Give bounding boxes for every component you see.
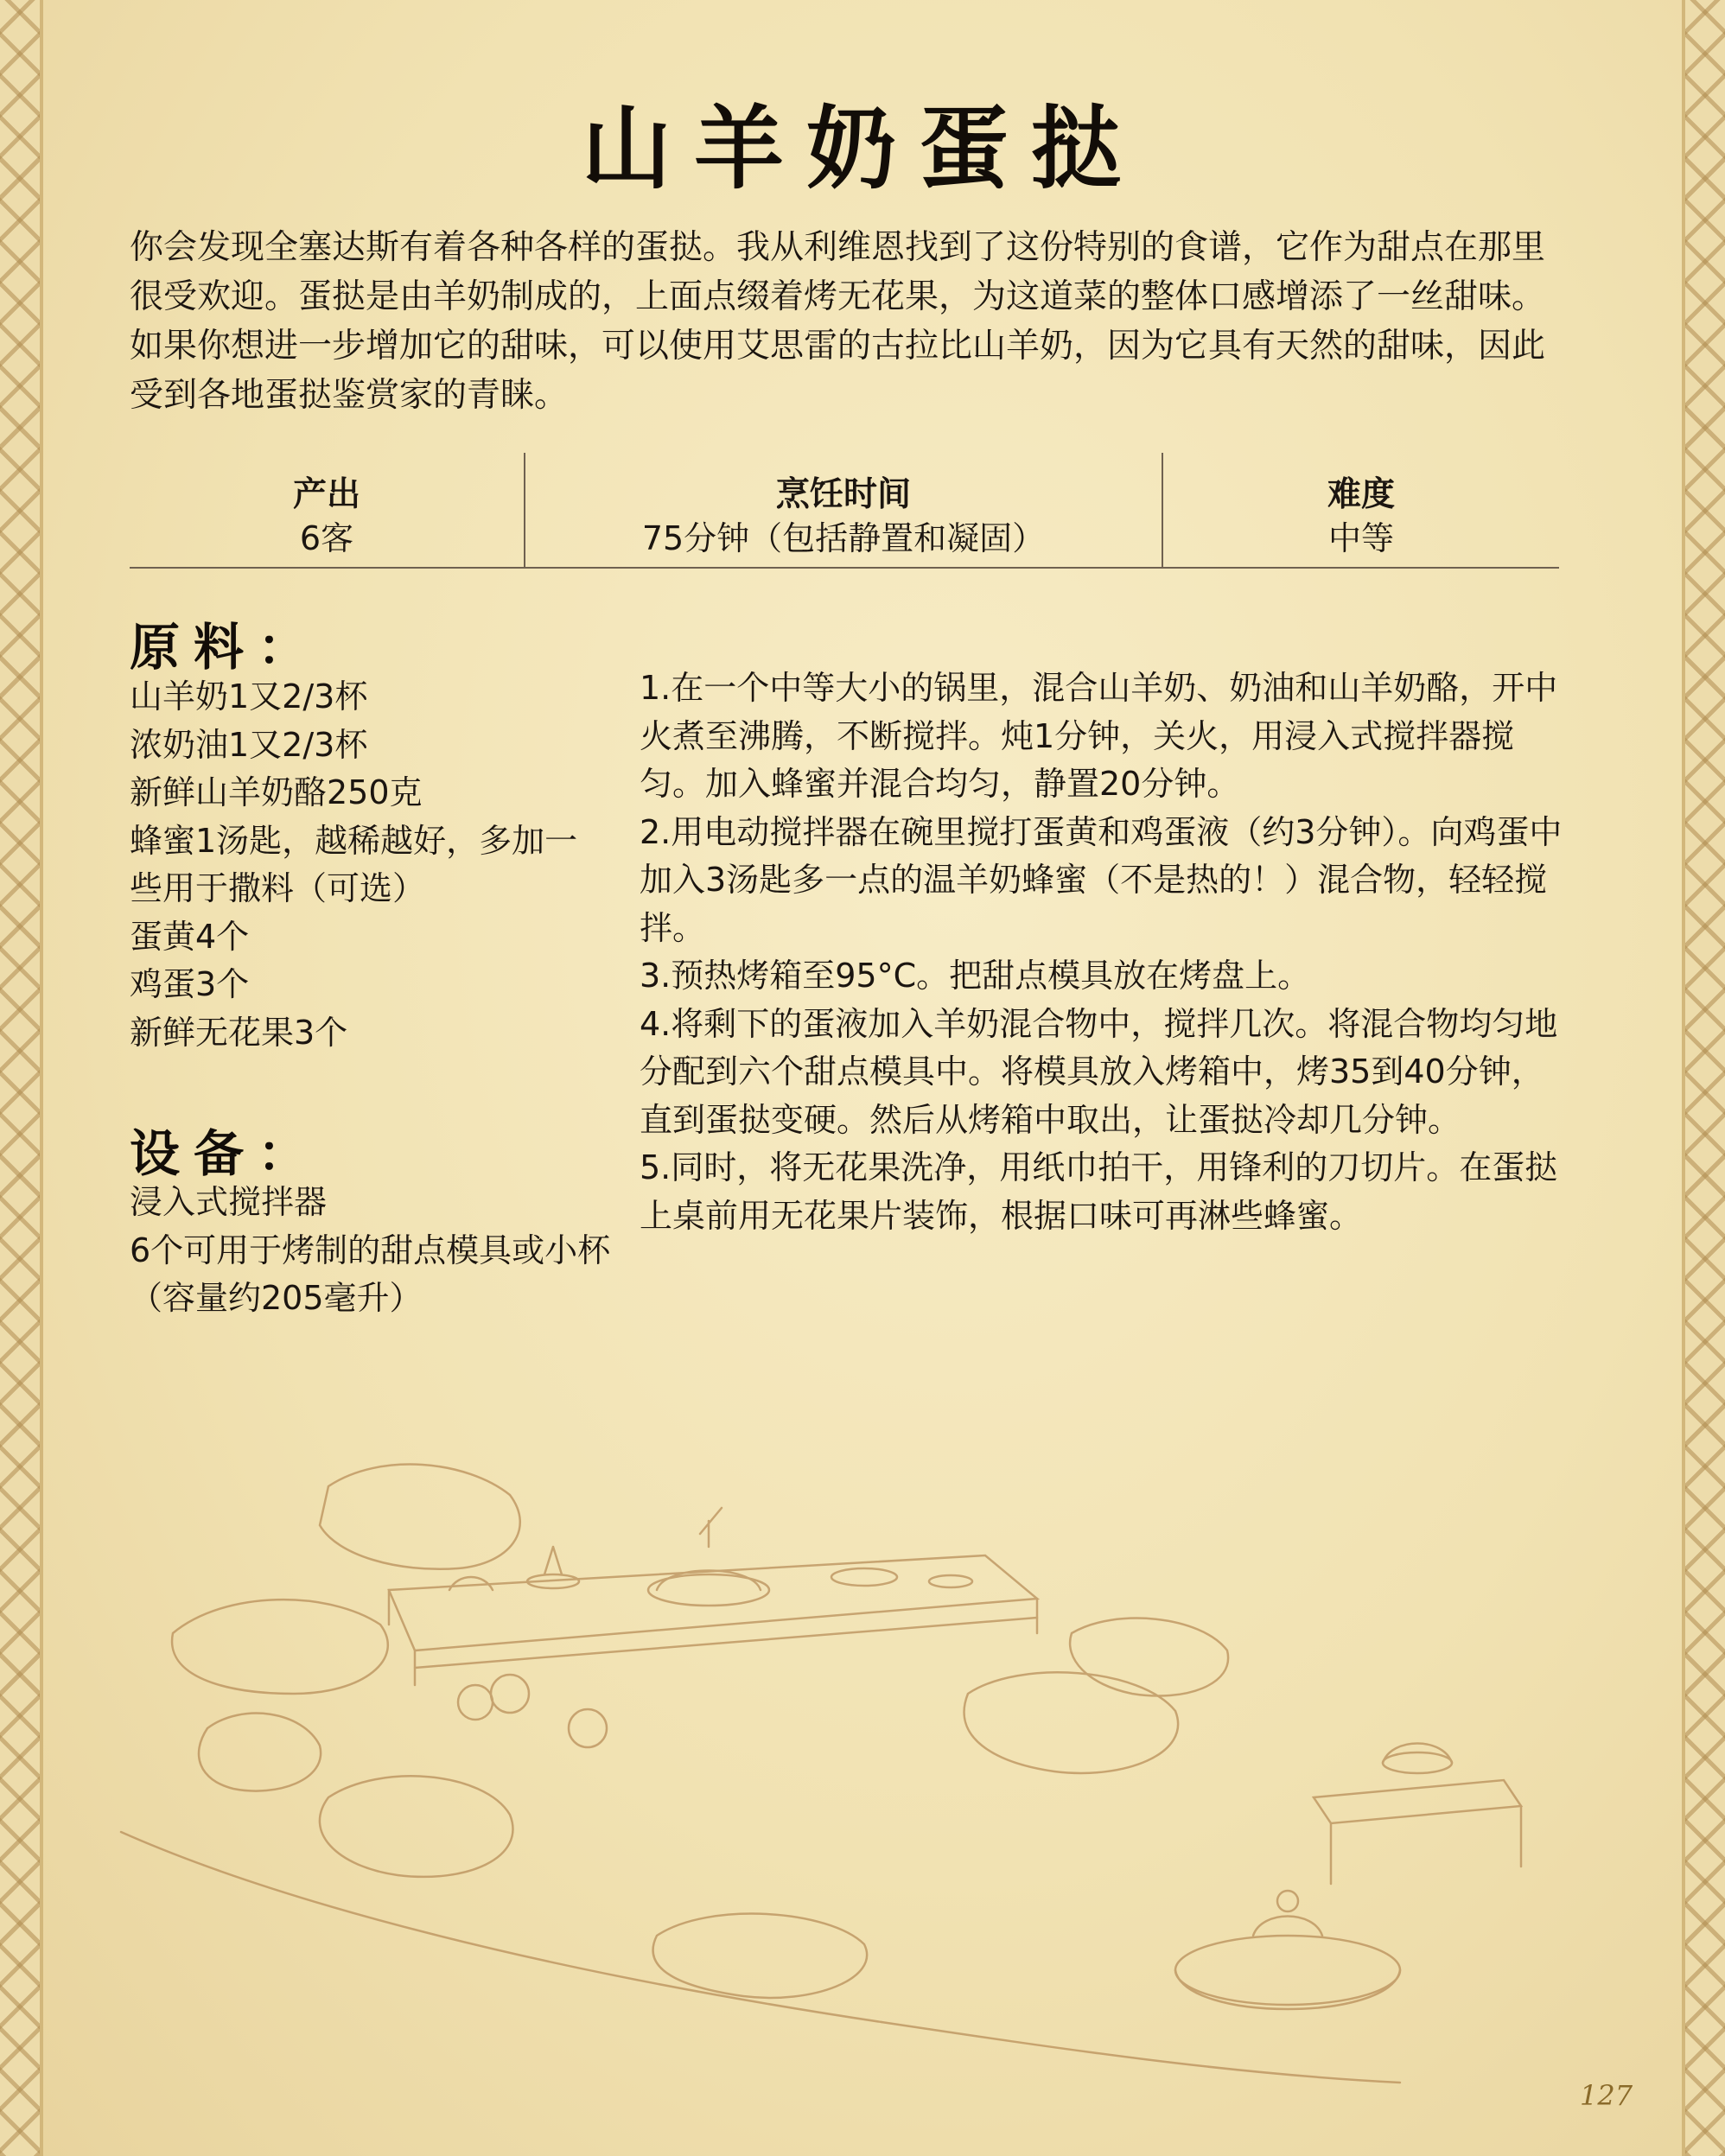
equipment-item: 浸入式搅拌器 xyxy=(130,1183,328,1221)
recipe-title: 山羊奶蛋挞 xyxy=(581,95,1143,201)
instruction-step: 4.将剩下的蛋液加入羊奶混合物中，搅拌几次。将混合物均匀地分配到六个甜点模具中。将模具放入烤箱中，烤35到40分钟，直到蛋挞变硬。然后从烤箱中取出，让蛋挞冷却几分钟。 xyxy=(640,1004,1558,1139)
instruction-step: 2.用电动搅拌器在碗里搅打蛋黄和鸡蛋液（约3分钟）。向鸡蛋中加入3汤匙多一点的温羊奶蜂蜜（不是热的！）混合物，轻轻搅拌。 xyxy=(640,812,1563,947)
page-number: 127 xyxy=(1580,2079,1633,2112)
yield-column xyxy=(130,453,525,567)
ingredient-item: 新鲜无花果3个 xyxy=(130,1013,348,1052)
time-value: 75分钟（包括静置和凝固） xyxy=(641,519,1046,557)
banquet-sketch-illustration xyxy=(104,1417,1573,2091)
time-label: 烹饪时间 xyxy=(775,475,911,514)
equipment-item: 6个可用于烤制的甜点模具或小杯（容量约205毫升） xyxy=(130,1231,611,1317)
instruction-step: 1.在一个中等大小的锅里，混合山羊奶、奶油和山羊奶酪，开中火煮至沸腾，不断搅拌。炖1分钟，关火，用浸入式搅拌器搅匀。加入蜂蜜并混合均匀，静置20分钟。 xyxy=(640,669,1558,803)
decorative-border-left xyxy=(0,0,43,2156)
instructions-list xyxy=(640,665,1573,1240)
ingredient-item: 浓奶油1又2/3杯 xyxy=(130,725,368,764)
ingredients-heading: 原料： xyxy=(130,618,322,677)
difficulty-column xyxy=(1163,453,1559,567)
equipment-heading: 设备： xyxy=(130,1124,322,1183)
time-column xyxy=(525,453,1163,567)
recipe-info-table xyxy=(130,453,1559,569)
ingredients-list xyxy=(130,673,579,1057)
ingredient-item: 蛋黄4个 xyxy=(130,917,250,956)
instruction-step: 5.同时，将无花果洗净，用纸巾拍干，用锋利的刀切片。在蛋挞上桌前用无花果片装饰，根据口味可再淋些蜂蜜。 xyxy=(640,1148,1558,1235)
instruction-step: 3.预热烤箱至95°C。把甜点模具放在烤盘上。 xyxy=(640,957,1311,995)
intro-paragraph: 你会发现全塞达斯有着各种各样的蛋挞。我从利维恩找到了这份特别的食谱，它作为甜点在那里很受欢迎。蛋挞是由羊奶制成的，上面点缀着烤无花果，为这道菜的整体口感增添了一丝甜味。如果你想进一步增加它的甜味，可以使用艾思雷的古拉比山羊奶，因为它具有天然的甜味，因此受到各地蛋挞鉴赏家的青睐。 xyxy=(130,228,1546,415)
ingredient-item: 山羊奶1又2/3杯 xyxy=(130,677,368,715)
yield-value: 6客 xyxy=(299,519,354,557)
equipment-list xyxy=(130,1179,614,1323)
ingredient-item: 鸡蛋3个 xyxy=(130,965,250,1003)
yield-label: 产出 xyxy=(292,475,360,514)
decorative-border-right xyxy=(1682,0,1725,2156)
difficulty-label: 难度 xyxy=(1327,475,1395,514)
difficulty-value: 中等 xyxy=(1327,519,1394,557)
ingredient-item: 蜂蜜1汤匙，越稀越好，多加一些用于撒料（可选） xyxy=(130,821,578,907)
ingredient-item: 新鲜山羊奶酪250克 xyxy=(130,773,423,811)
